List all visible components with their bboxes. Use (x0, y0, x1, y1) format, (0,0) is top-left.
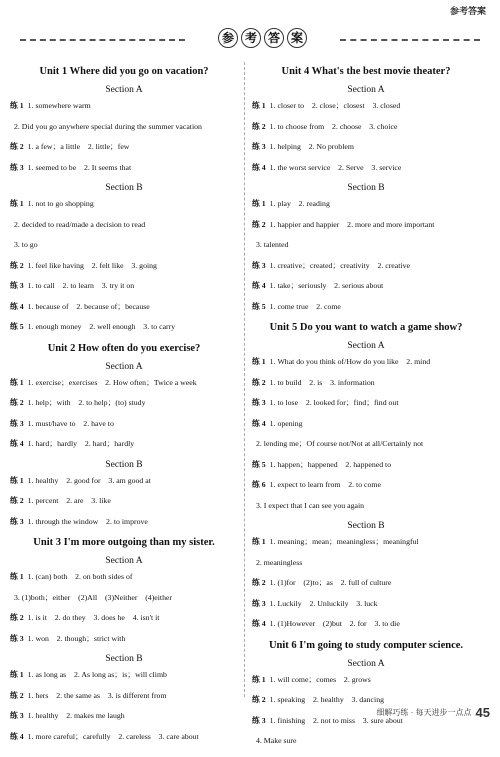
exercise-label: 练 1 (10, 572, 24, 581)
answer-text: 1. creative；created；creativity 2. creative (269, 260, 410, 270)
answer-text: 1. enough money 2. well enough 3. to carry (27, 322, 176, 331)
right-column (252, 64, 480, 757)
answer-text: 2. lending me；Of course not/Not at all/Certainly not (256, 439, 424, 448)
exercise-label: 练 3 (10, 633, 24, 643)
unit-title: Unit 2 How often do you exercise? (47, 342, 201, 354)
answer-line (252, 163, 480, 173)
answer-line (10, 634, 238, 644)
answer-text: 1. a few；a little 2. little；few (27, 142, 130, 151)
answer-line (10, 199, 238, 209)
column-divider (244, 62, 245, 697)
answer-text: 1. opening (269, 418, 303, 428)
answer-line (10, 572, 238, 582)
answer-text: 1. as long as 2. As long as；is；will climb (27, 670, 167, 679)
answer-text: 1. to lose 2. looked for；find；find out (269, 398, 399, 407)
answer-line (252, 261, 480, 271)
exercise-label: 练 4 (252, 619, 266, 628)
section-heading: Section B (105, 183, 143, 193)
answer-line (10, 593, 238, 603)
unit-title: Unit 5 Do you want to watch a game show? (269, 322, 463, 333)
answer-text: 1. (1)for (2)to；as 2. full of culture (269, 578, 392, 587)
answer-text: 4. Make sure (256, 736, 297, 745)
answer-line (10, 670, 238, 680)
answer-text: 3. (1)both；either (2)All (3)Neither (4)either (14, 592, 173, 602)
answer-line (252, 101, 480, 111)
answer-text: 1. because of 2. because of；because (27, 301, 150, 311)
exercise-label: 练 3 (10, 418, 24, 428)
answer-line (252, 480, 480, 490)
section-heading: Section B (347, 183, 385, 193)
page-footer (376, 705, 490, 720)
answer-line (10, 122, 238, 132)
answer-line (252, 419, 480, 429)
answer-text: 1. finishing 2. not to miss 3. sure about (269, 715, 403, 725)
answer-text: 1. (can) both 2. on both sides of (27, 572, 133, 581)
answer-line (252, 398, 480, 408)
answer-line (10, 240, 238, 250)
exercise-label: 练 3 (252, 715, 266, 725)
section-heading: Section B (105, 459, 143, 470)
answer-line (10, 322, 238, 332)
answer-line (10, 163, 238, 173)
answer-line (252, 240, 480, 250)
answer-text: 1. more careful；carefully 2. careless 3. care about (27, 731, 199, 741)
answer-line (10, 398, 238, 408)
exercise-label: 练 1 (252, 199, 266, 208)
exercise-label: 练 2 (252, 121, 266, 131)
answer-line (10, 517, 238, 527)
exercise-label: 练 4 (10, 439, 24, 448)
unit-title: Unit 1 Where did you go on vacation? (39, 66, 209, 77)
answer-text: 1. come true 2. come (269, 301, 341, 311)
exercise-label: 练 6 (252, 480, 266, 489)
exercise-label: 练 4 (252, 162, 266, 172)
section-heading: Section A (347, 85, 385, 95)
answer-line (10, 281, 238, 291)
answer-text: 1. happen；happened 2. happened to (269, 459, 392, 469)
exercise-label: 练 1 (252, 357, 266, 366)
answer-text: 1. speaking 2. healthy 3. dancing (269, 695, 384, 704)
exercise-label: 练 3 (252, 142, 266, 151)
answer-line (10, 220, 238, 230)
exercise-label: 练 1 (252, 101, 266, 110)
section-heading: Section A (347, 658, 385, 669)
exercise-label: 练 2 (252, 219, 266, 229)
answer-line (10, 261, 238, 271)
section-heading: Section B (105, 654, 143, 664)
banner-char: 参 (218, 28, 238, 48)
answer-text: 1. to choose from 2. choose 3. choice (269, 121, 398, 131)
exercise-label: 练 4 (252, 281, 266, 290)
section-heading: Section A (105, 556, 143, 566)
section-heading: Section A (105, 361, 143, 372)
exercise-label: 练 1 (10, 475, 24, 485)
answer-line (10, 101, 238, 111)
answer-line (10, 476, 238, 486)
answer-text: 1. will come；comes 2. grows (269, 674, 371, 684)
header-label: 参考答案 (449, 6, 486, 16)
answer-line (252, 302, 480, 312)
exercise-label: 练 1 (10, 101, 24, 110)
exercise-label: 练 2 (10, 260, 24, 270)
answer-text: 1. not to go shopping (27, 199, 94, 208)
unit-title: Unit 6 I'm going to study computer science. (268, 639, 464, 651)
answer-line (252, 675, 480, 685)
answer-text: 1. percent 2. are 3. like (27, 496, 111, 505)
answer-text: 1. play 2. reading (269, 199, 330, 208)
exercise-label: 练 3 (10, 711, 24, 720)
answer-banner (20, 28, 480, 52)
left-column (10, 64, 238, 752)
exercise-label: 练 2 (10, 398, 24, 407)
answer-line (252, 460, 480, 470)
answer-line (252, 122, 480, 132)
exercise-label: 练 3 (252, 598, 266, 608)
answer-text: 1. expect to learn from 2. to come (269, 480, 381, 489)
answer-text: 2. meaningless (256, 557, 303, 567)
exercise-label: 练 5 (252, 459, 266, 469)
answer-line (252, 599, 480, 609)
answer-text: 1. exercise；exercises 2. How often；Twice a week (27, 377, 197, 387)
unit-title: Unit 3 I'm more outgoing than my sister. (33, 537, 215, 548)
answer-line (252, 695, 480, 705)
answer-line (252, 501, 480, 511)
answer-text: 1. healthy 2. makes me laugh (27, 711, 125, 720)
answer-line (252, 281, 480, 291)
exercise-label: 练 5 (252, 301, 266, 311)
exercise-label: 练 2 (10, 142, 24, 151)
answer-text: 1. to call 2. to learn 3. try it on (27, 281, 135, 290)
answer-line (252, 220, 480, 230)
answer-text: 1. take；seriously 2. serious about (269, 281, 384, 290)
exercise-label: 练 2 (10, 496, 24, 505)
answer-line (10, 613, 238, 623)
answer-line (10, 302, 238, 312)
answer-line (10, 378, 238, 388)
section-heading: Section B (347, 521, 385, 531)
answer-line (252, 378, 480, 388)
answer-text: 1. happier and happier 2. more and more important (269, 219, 435, 229)
answer-text: 1. closer to 2. close；closest 3. closed (269, 101, 401, 110)
section-heading: Section A (105, 85, 143, 95)
banner-dash-left (20, 39, 185, 41)
exercise-label: 练 1 (252, 674, 266, 684)
answer-text: 1. meaning；mean；meaningless；meaningful (269, 537, 419, 546)
exercise-label: 练 4 (10, 731, 24, 741)
exercise-label: 练 1 (10, 377, 24, 387)
exercise-label: 练 1 (10, 670, 24, 679)
answer-text: 1. won 2. though；strict with (27, 633, 126, 643)
exercise-label: 练 2 (10, 690, 24, 700)
section-heading: Section A (347, 341, 385, 351)
exercise-label: 练 4 (10, 301, 24, 311)
answer-line (252, 578, 480, 588)
answer-text: 1. feel like having 2. felt like 3. going (27, 260, 157, 270)
answer-line (252, 142, 480, 152)
exercise-label: 练 2 (10, 613, 24, 622)
answer-text: 3. to go (14, 240, 38, 249)
exercise-label: 练 1 (10, 199, 24, 208)
answer-text: 3. talented (256, 240, 289, 249)
banner-char: 考 (241, 28, 261, 48)
answer-line (10, 419, 238, 429)
answer-text: 1. must/have to 2. have to (27, 418, 114, 428)
answer-text: 1. (1)However (2)but 2. for 3. to die (269, 619, 400, 628)
answer-line (10, 732, 238, 742)
banner-char: 答 (264, 28, 284, 48)
page-number: 45 (475, 705, 490, 720)
exercise-label: 练 3 (10, 281, 24, 290)
answer-line (252, 357, 480, 367)
banner-dash-right (340, 39, 480, 41)
banner-char: 案 (287, 28, 307, 48)
answer-text: 1. seemed to be 2. It seems that (27, 162, 132, 172)
unit-title: Unit 4 What's the best movie theater? (281, 66, 451, 77)
exercise-label: 练 2 (252, 377, 266, 387)
exercise-label: 练 1 (252, 537, 266, 546)
answer-text: 1. to build 2. is 3. information (269, 377, 375, 387)
exercise-label: 练 3 (252, 398, 266, 407)
answer-text: 1. through the window 2. to improve (27, 516, 148, 526)
answer-text: 1. Luckily 2. Unluckily 3. luck (269, 598, 378, 608)
answer-text: 1. hard；hardly 2. hard；hardly (27, 439, 135, 448)
answer-line (252, 558, 480, 568)
answer-text: 1. the worst service 2. Serve 3. service (269, 162, 402, 172)
exercise-label: 练 3 (10, 516, 24, 526)
exercise-label: 练 3 (10, 162, 24, 172)
exercise-label: 练 5 (10, 322, 24, 331)
answer-line (10, 496, 238, 506)
footer-text: 细解巧练 · 每天进步一点点 (376, 708, 472, 717)
answer-line (10, 711, 238, 721)
answer-line (10, 439, 238, 449)
banner-title (218, 28, 307, 48)
exercise-label: 练 2 (252, 695, 266, 704)
answer-text: 1. healthy 2. good for 3. am good at (27, 475, 151, 485)
answer-text: 2. decided to read/made a decision to read (14, 219, 146, 229)
answer-text: 1. helping 2. No problem (269, 142, 354, 151)
answer-line (252, 537, 480, 547)
answer-text: 1. somewhere warm (27, 101, 91, 110)
answer-text: 1. is it 2. do they 3. does he 4. isn't it (27, 613, 160, 622)
answer-line (252, 736, 480, 746)
answer-line (10, 691, 238, 701)
answer-text: 1. hers 2. the same as 3. is different from (27, 690, 167, 700)
exercise-label: 练 2 (252, 578, 266, 587)
answer-text: 3. I expect that I can see you again (256, 500, 365, 510)
answer-text: 1. help；with 2. to help；(to) study (27, 398, 146, 407)
answer-line (252, 199, 480, 209)
exercise-label: 练 4 (252, 418, 266, 428)
answer-line (252, 439, 480, 449)
answer-line (10, 142, 238, 152)
answer-line (252, 619, 480, 629)
answer-text: 2. Did you go anywhere special during the summer vacation (14, 121, 202, 131)
answer-text: 1. What do you think of/How do you like 2. mind (269, 357, 431, 366)
exercise-label: 练 3 (252, 260, 266, 270)
